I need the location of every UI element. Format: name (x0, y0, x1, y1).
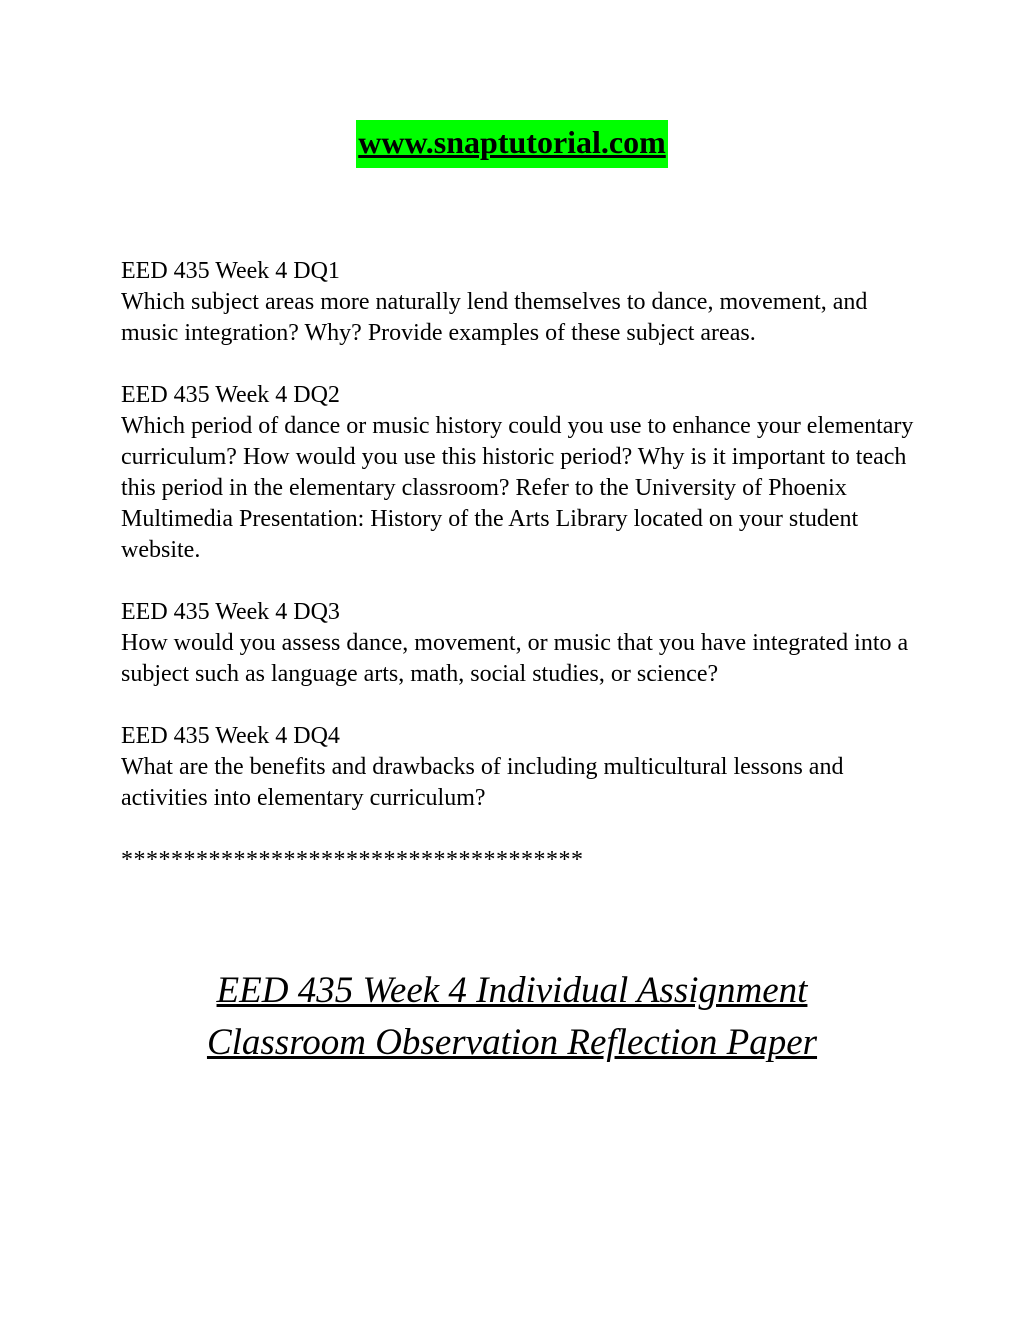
discussion-questions (121, 256, 921, 876)
dq-title: EED 435 Week 4 DQ2 (121, 382, 340, 408)
site-link[interactable]: www.snaptutorial.com (356, 120, 668, 168)
dq-title: EED 435 Week 4 DQ3 (121, 599, 340, 625)
dq-question: Which period of dance or music history could you use to enhance your elementary curriculum? How would you use this historic period? Why is it important to teach this period in the elementary classroom? Refer to the University of Phoenix Multimedia Presentation: History of the Arts Library located on your student website. (121, 413, 914, 563)
dq-item-2 (121, 380, 921, 566)
dq-question: How would you assess dance, movement, or music that you have integrated into a subject such as language arts, math, social studies, or science? (121, 630, 909, 687)
dq-item-4 (121, 721, 921, 814)
banner-container (0, 120, 1024, 168)
asterisk-divider: ************************************* (121, 847, 584, 873)
dq-title: EED 435 Week 4 DQ1 (121, 258, 340, 284)
dq-item-1 (121, 256, 921, 349)
assignment-title-line-2[interactable]: Classroom Observation Reflection Paper (206, 1022, 818, 1063)
assignment-heading (0, 965, 1024, 1069)
dq-item-3 (121, 597, 921, 690)
dq-question: What are the benefits and drawbacks of including multicultural lessons and activities into elementary curriculum? (121, 754, 844, 811)
dq-question: Which subject areas more naturally lend themselves to dance, movement, and music integration? Why? Provide examples of these subject areas. (121, 289, 868, 346)
assignment-title-line-1[interactable]: EED 435 Week 4 Individual Assignment (216, 970, 808, 1011)
dq-title: EED 435 Week 4 DQ4 (121, 723, 340, 749)
